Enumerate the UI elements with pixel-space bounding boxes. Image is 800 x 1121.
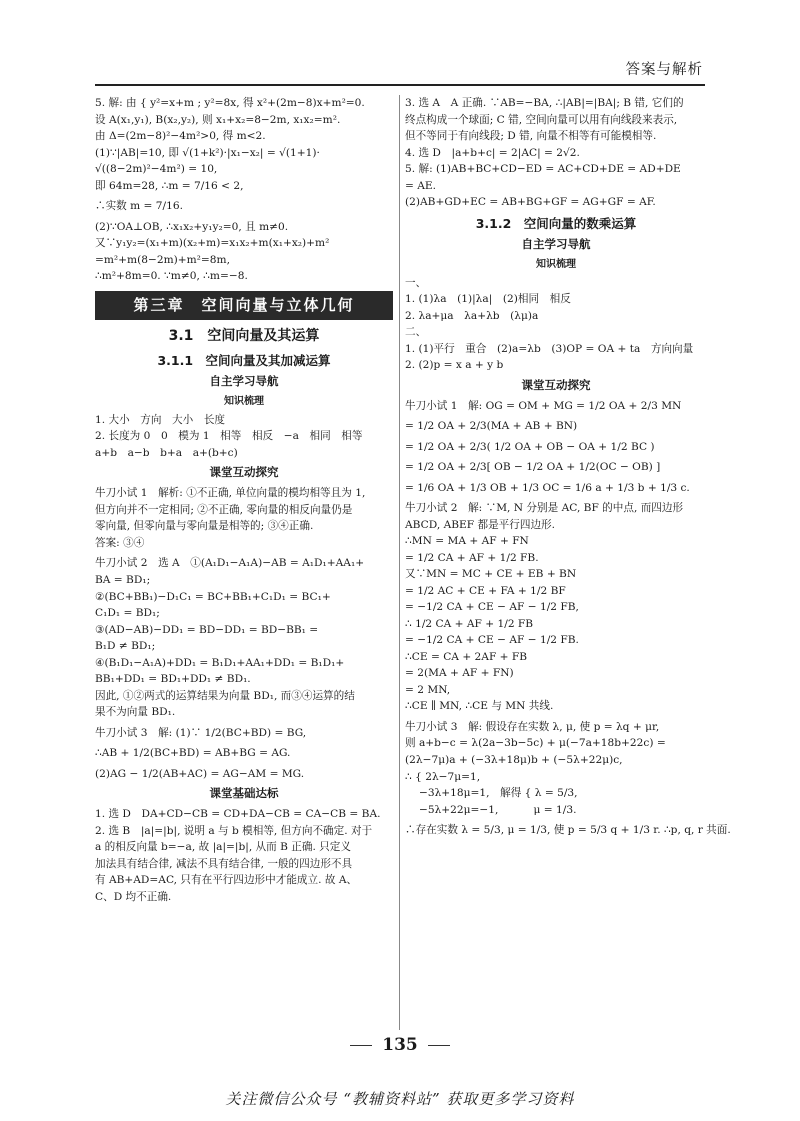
right-column: [405, 95, 731, 839]
trial-2-line: = −1/2 CA + CE − AF − 1/2 FB.: [405, 634, 579, 647]
trial-3-line: ∴AB + 1/2(BC+BD) = AB+BG = AG.: [95, 747, 291, 760]
practice-line: 1. 选 D DA+CD−CB = CD+DA−CB = CA−CB = BA.: [95, 808, 381, 821]
q5-line: 由 Δ=(2m−8)²−4m²>0, 得 m<2.: [95, 130, 266, 143]
trial-2-line: ABCD, ABEF 都是平行四边形.: [405, 518, 555, 531]
trial-1-line: 但方向并不一定相同; ②不正确, 零向量的相反向量仍是: [95, 503, 353, 516]
trial-2-line: 牛刀小试 2 选 A ①(A₁D₁−A₁A)−AB = A₁D₁+AA₁+: [95, 557, 365, 570]
header-title: 答案与解析: [625, 62, 703, 78]
page-number: 135: [0, 1035, 800, 1055]
practice-line: a 的相反向量 b=−a, 故 |a|=|b|, 从而 B 正确. 只定义: [95, 841, 351, 854]
practice-line: = AE.: [405, 179, 436, 192]
chapter-title: 第三章 空间向量与立体几何: [95, 291, 393, 320]
q5-line: √((8−2m)²−4m²) = 10,: [95, 163, 218, 176]
trial-2-line: 又∵MN = MC + CE + EB + BN: [405, 568, 577, 581]
q5-line: ∴实数 m = 7/16.: [95, 200, 183, 213]
knowledge-line: 2. 长度为 0 0 模为 1 相等 相反 −a 相同 相等: [95, 430, 363, 443]
heading-knowledge: 知识梳理: [224, 396, 264, 408]
q5-line: 设 A(x₁,y₁), B(x₂,y₂), 则 x₁+x₂=8−2m, x₁x₂=m².: [95, 113, 341, 126]
knowledge-line: 1. 大小 方向 大小 长度: [95, 413, 226, 426]
q5-line: (2)∵OA⊥OB, ∴x₁x₂+y₁y₂=0, 且 m≠0.: [95, 220, 289, 233]
trial-3-line: (2)AG − 1/2(AB+AC) = AG−AM = MG.: [95, 767, 305, 780]
trial-1-line: 牛刀小试 1 解: OG = OM + MG = 1/2 OA + 2/3 MN: [405, 399, 682, 412]
section-title: 3.1 空间向量及其运算: [168, 328, 320, 345]
practice-line: 5. 解: (1)AB+BC+CD−ED = AC+CD+DE = AD+DE: [405, 163, 681, 176]
trial-3-line: ∴存在实数 λ = 5/3, μ = 1/3, 使 p = 5/3 q + 1/3 r. ∴p, q, r 共面.: [405, 824, 731, 837]
practice-line: 2. 选 B |a|=|b|, 说明 a 与 b 模相等, 但方向不确定. 对于: [95, 824, 373, 837]
trial-2-line: = 1/2 CA + AF + 1/2 FB.: [405, 551, 539, 564]
q5-line: 5. 解: 由 { y²=x+m ; y²=8x, 得 x²+(2m−8)x+m²=0.: [95, 97, 365, 109]
practice-line: 有 AB+AD=AC, 只有在平行四边形中才能成立. 故 A、: [95, 874, 358, 887]
heading-classroom: 课堂互动探究: [521, 377, 591, 392]
heading-knowledge: 知识梳理: [536, 259, 576, 271]
knowledge-line: 2. λa+μa λa+λb (λμ)a: [405, 309, 539, 322]
trial-2-line: ④(B₁D₁−A₁A)+DD₁ = B₁D₁+AA₁+DD₁ = B₁D₁+: [95, 656, 345, 669]
practice-line: 终点构成一个球面; C 错, 空间向量可以用有向线段来表示,: [405, 113, 678, 126]
trial-2-line: = −1/2 CA + CE − AF − 1/2 FB,: [405, 601, 579, 614]
knowledge-line: 2. (2)p = x a + y b: [405, 359, 504, 372]
trial-1-line: = 1/2 OA + 2/3(MA + AB + BN): [405, 420, 578, 433]
subsection-title: 3.1.1 空间向量及其加减运算: [157, 352, 331, 368]
trial-3-line: ∴ { 2λ−7μ=1,: [405, 770, 481, 783]
trial-1-line: = 1/6 OA + 1/3 OB + 1/3 OC = 1/6 a + 1/3 b + 1/3 c.: [405, 481, 690, 494]
trial-2-line: = 2(MA + AF + FN): [405, 667, 514, 680]
trial-2-line: BB₁+DD₁ = BD₁+DD₁ ≠ BD₁.: [95, 673, 251, 686]
column-divider: [399, 95, 400, 1030]
trial-2-line: 因此, ①②两式的运算结果为向量 BD₁, 而③④运算的结: [95, 689, 355, 702]
trial-3-line: −3λ+18μ=1, 解得 { λ = 5/3,: [405, 787, 578, 800]
left-column: [95, 95, 393, 905]
knowledge-line: 一、: [405, 276, 427, 289]
heading-basic-practice: 课堂基础达标: [209, 786, 279, 801]
trial-2-line: 牛刀小试 2 解: ∵M, N 分别是 AC, BF 的中点, 而四边形: [405, 502, 684, 515]
trial-1-line: 零向量, 但零向量与零向量是相等的; ③④正确.: [95, 520, 314, 533]
trial-2-line: B₁D ≠ BD₁;: [95, 640, 156, 653]
knowledge-line: a+b a−b b+a a+(b+c): [95, 446, 238, 459]
heading-self-study: 自主学习导航: [521, 237, 591, 252]
q5-line: =m²+m(8−2m)+m²=8m,: [95, 253, 230, 266]
trial-2-line: 果不为向量 BD₁.: [95, 706, 176, 719]
q5-line: ∴m²+8m=0. ∵m≠0, ∴m=−8.: [95, 270, 248, 283]
trial-2-line: C₁D₁ = BD₁;: [95, 607, 160, 620]
practice-line: 但不等同于有向线段; D 错, 向量不相等有可能模相等.: [405, 130, 657, 143]
heading-self-study: 自主学习导航: [209, 374, 279, 389]
trial-2-line: BA = BD₁;: [95, 573, 151, 586]
trial-2-line: ∴CE ∥ MN, ∴CE 与 MN 共线.: [405, 700, 554, 713]
trial-1-line: = 1/2 OA + 2/3( 1/2 OA + OB − OA + 1/2 BC ): [405, 440, 655, 453]
subsection-title: 3.1.2 空间向量的数乘运算: [475, 215, 637, 231]
trial-1-line: = 1/2 OA + 2/3[ OB − 1/2 OA + 1/2(OC − OB) ]: [405, 461, 661, 474]
q5-line: 又∵y₁y₂=(x₁+m)(x₂+m)=x₁x₂+m(x₁+x₂)+m²: [95, 237, 330, 250]
trial-1-answer: 答案: ③④: [95, 536, 145, 549]
practice-line: C、D 均不正确.: [95, 890, 172, 903]
trial-1-line: 牛刀小试 1 解析: ①不正确, 单位向量的模均相等且为 1,: [95, 487, 366, 500]
practice-line: (2)AB+GD+EC = AB+BG+GF = AG+GF = AF.: [405, 196, 656, 209]
trial-3-line: 则 a+b−c = λ(2a−3b−5c) + μ(−7a+18b+22c) =: [405, 737, 666, 750]
trial-3-line: 牛刀小试 3 解: 假设存在实数 λ, μ, 使 p = λq + μr,: [405, 720, 660, 733]
q5-line: 即 64m=28, ∴m = 7/16 < 2,: [95, 179, 244, 192]
trial-2-line: ③(AD−AB)−DD₁ = BD−DD₁ = BD−BB₁ =: [95, 623, 319, 636]
footer-note: 关注微信公众号 “教辅资料站” 获取更多学习资料: [225, 1090, 575, 1108]
trial-2-line: = 2 MN,: [405, 683, 451, 696]
trial-2-line: ∴MN = MA + AF + FN: [405, 535, 529, 548]
trial-2-line: ∴CE = CA + 2AF + FB: [405, 650, 528, 663]
q5-line: (1)∵|AB|=10, 即 √(1+k²)·|x₁−x₂| = √(1+1)·: [95, 146, 320, 159]
trial-3-line: −5λ+22μ=−1, μ = 1/3.: [405, 803, 577, 816]
trial-3-line: (2λ−7μ)a + (−3λ+18μ)b + (−5λ+22μ)c,: [405, 753, 623, 766]
practice-line: 4. 选 D |a+b+c| = 2|AC| = 2√2.: [405, 146, 580, 159]
knowledge-line: 1. (1)平行 重合 (2)a=λb (3)OP = OA + ta 方向向量: [405, 342, 694, 355]
trial-2-line: ②(BC+BB₁)−D₁C₁ = BC+BB₁+C₁D₁ = BC₁+: [95, 590, 331, 603]
heading-classroom: 课堂互动探究: [209, 465, 279, 480]
knowledge-line: 二、: [405, 326, 427, 339]
trial-3-line: 牛刀小试 3 解: (1)∵ 1/2(BC+BD) = BG,: [95, 726, 307, 739]
practice-line: 加法具有结合律, 减法不具有结合律, 一般的四边形不具: [95, 857, 353, 870]
trial-2-line: ∴ 1/2 CA + AF + 1/2 FB: [405, 617, 534, 630]
practice-line: 3. 选 A A 正确. ∵AB=−BA, ∴|AB|=|BA|; B 错, 它们的: [405, 97, 684, 109]
knowledge-line: 1. (1)λa (1)|λa| (2)相同 相反: [405, 293, 571, 306]
page-header: [95, 52, 705, 86]
trial-2-line: = 1/2 AC + CE + FA + 1/2 BF: [405, 584, 566, 597]
